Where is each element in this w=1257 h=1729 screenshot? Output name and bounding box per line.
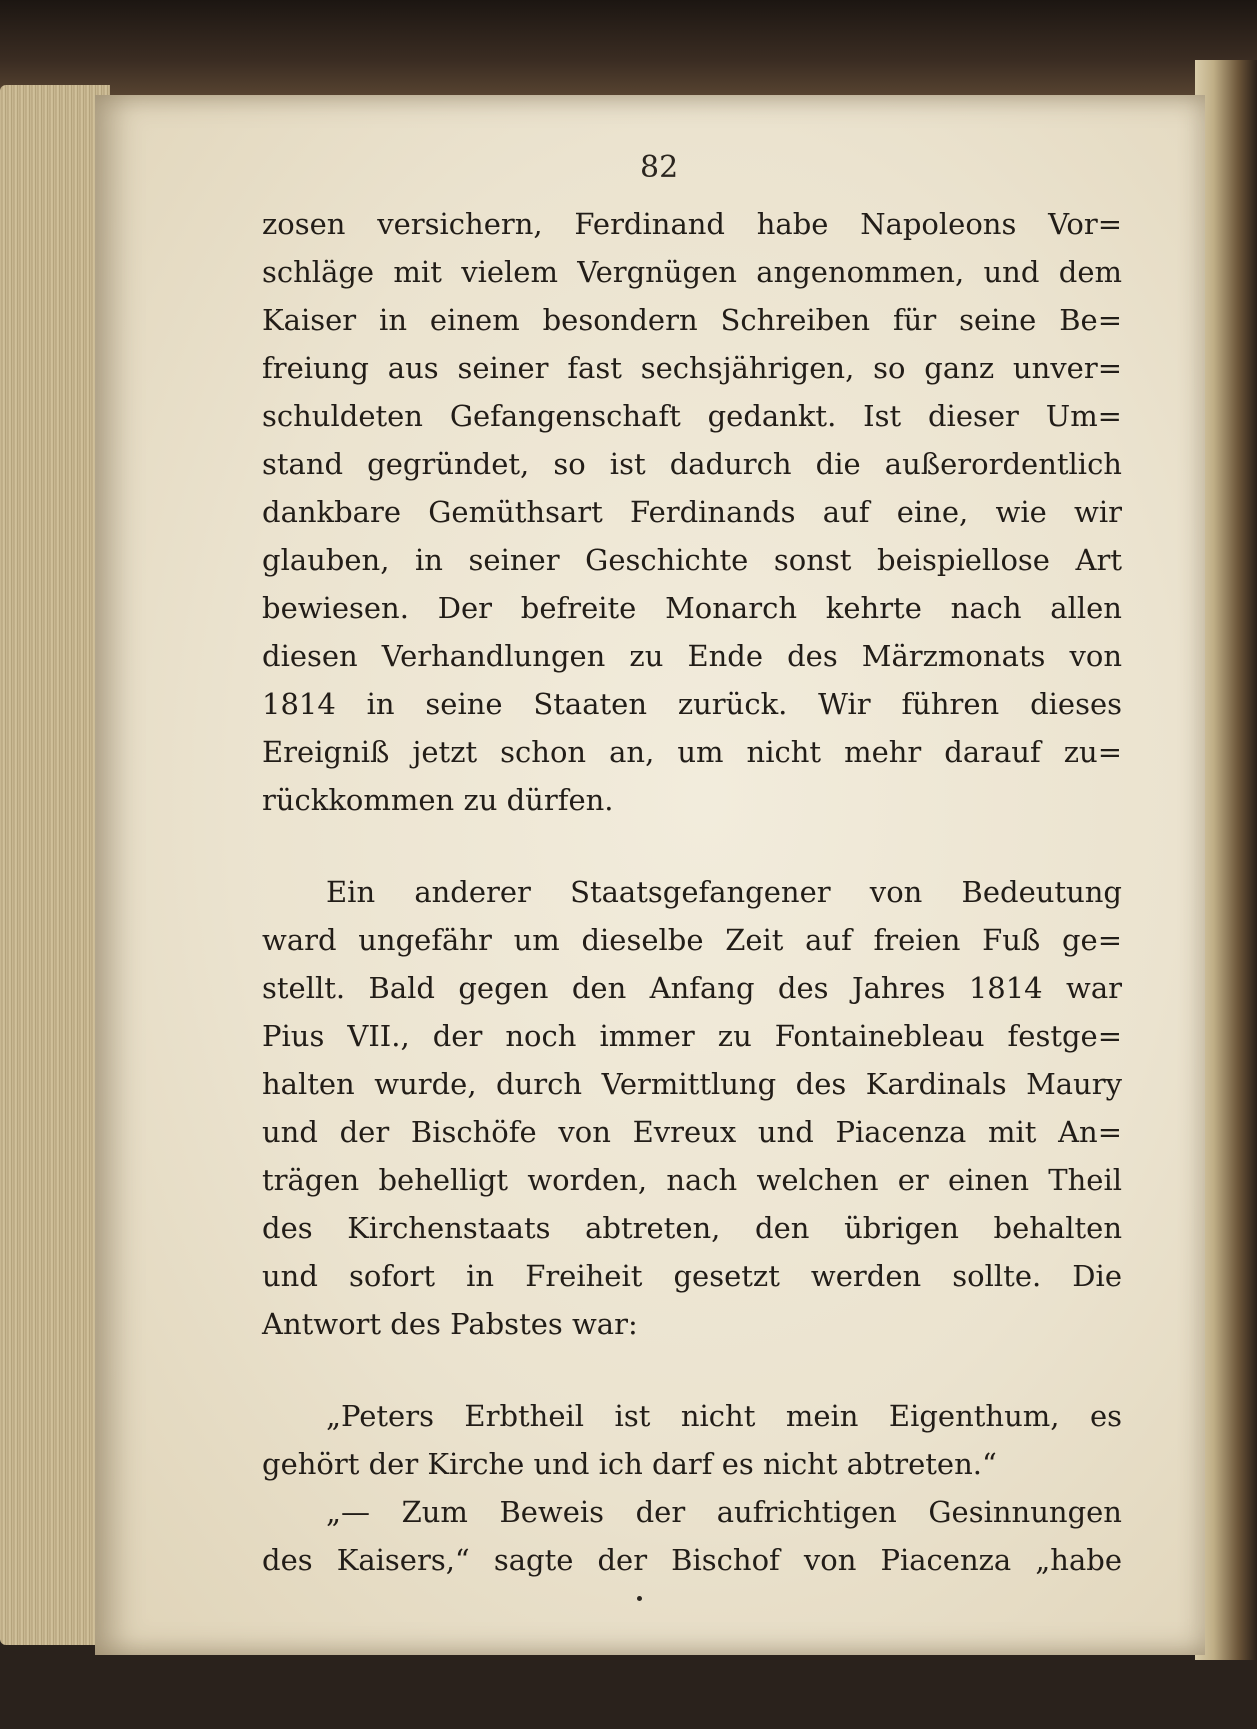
page-block-edges: [0, 85, 110, 1645]
paragraph-gap: [262, 1348, 1122, 1392]
text-line: bewiesen. Der befreite Monarch kehrte nach allen: [262, 591, 1122, 625]
text-line: ward ungefähr um dieselbe Zeit auf freien Fuß ge=: [262, 923, 1122, 957]
paragraph: [262, 1392, 1122, 1488]
text-line: schläge mit vielem Vergnügen angenommen, und dem: [262, 255, 1122, 289]
page-number: 82: [640, 150, 679, 185]
page-text: [262, 200, 1122, 1584]
text-line: „Peters Erbtheil ist nicht mein Eigenthum, es: [326, 1399, 1122, 1433]
text-line: glauben, in seiner Geschichte sonst beispiellose Art: [262, 543, 1122, 577]
text-line: zosen versichern, Ferdinand habe Napoleons Vor=: [262, 207, 1122, 241]
paragraph: [262, 1488, 1122, 1584]
text-line: des Kirchenstaats abtreten, den übrigen behalten: [262, 1211, 1122, 1245]
text-line: stellt. Bald gegen den Anfang des Jahres 1814 war: [262, 971, 1122, 1005]
text-line: 1814 in seine Staaten zurück. Wir führen dieses: [262, 687, 1122, 721]
text-line: und der Bischöfe von Evreux und Piacenza mit An=: [262, 1115, 1122, 1149]
text-line: gehört der Kirche und ich darf es nicht abtreten.“: [262, 1447, 997, 1481]
text-line: freiung aus seiner fast sechsjährigen, so ganz unver=: [262, 351, 1122, 385]
text-line: stand gegründet, so ist dadurch die außerordentlich: [262, 447, 1122, 481]
book-cover-top: [0, 0, 1257, 100]
text-line: Kaiser in einem besondern Schreiben für seine Be=: [262, 303, 1122, 337]
signature-mark-dot: [637, 1596, 642, 1601]
text-line: Antwort des Pabstes war:: [262, 1307, 638, 1341]
text-line: Pius VII., der noch immer zu Fontainebleau festge=: [262, 1019, 1122, 1053]
text-line: trägen behelligt worden, nach welchen er einen Theil: [262, 1163, 1122, 1197]
text-line: und sofort in Freiheit gesetzt werden sollte. Die: [262, 1259, 1122, 1293]
text-line: rückkommen zu dürfen.: [262, 783, 614, 817]
text-line: halten wurde, durch Vermittlung des Kardinals Maury: [262, 1067, 1122, 1101]
text-line: Ein anderer Staatsgefangener von Bedeutung: [326, 875, 1122, 909]
paragraph: [262, 200, 1122, 824]
text-line: Ereigniß jetzt schon an, um nicht mehr darauf zu=: [262, 735, 1122, 769]
text-line: diesen Verhandlungen zu Ende des Märzmonats von: [262, 639, 1122, 673]
text-line: „— Zum Beweis der aufrichtigen Gesinnungen: [326, 1495, 1122, 1529]
paragraph-gap: [262, 824, 1122, 868]
text-line: des Kaisers,“ sagte der Bischof von Piacenza „habe: [262, 1543, 1122, 1577]
text-line: schuldeten Gefangenschaft gedankt. Ist dieser Um=: [262, 399, 1122, 433]
paragraph: [262, 868, 1122, 1348]
text-line: dankbare Gemüthsart Ferdinands auf eine, wie wir: [262, 495, 1122, 529]
